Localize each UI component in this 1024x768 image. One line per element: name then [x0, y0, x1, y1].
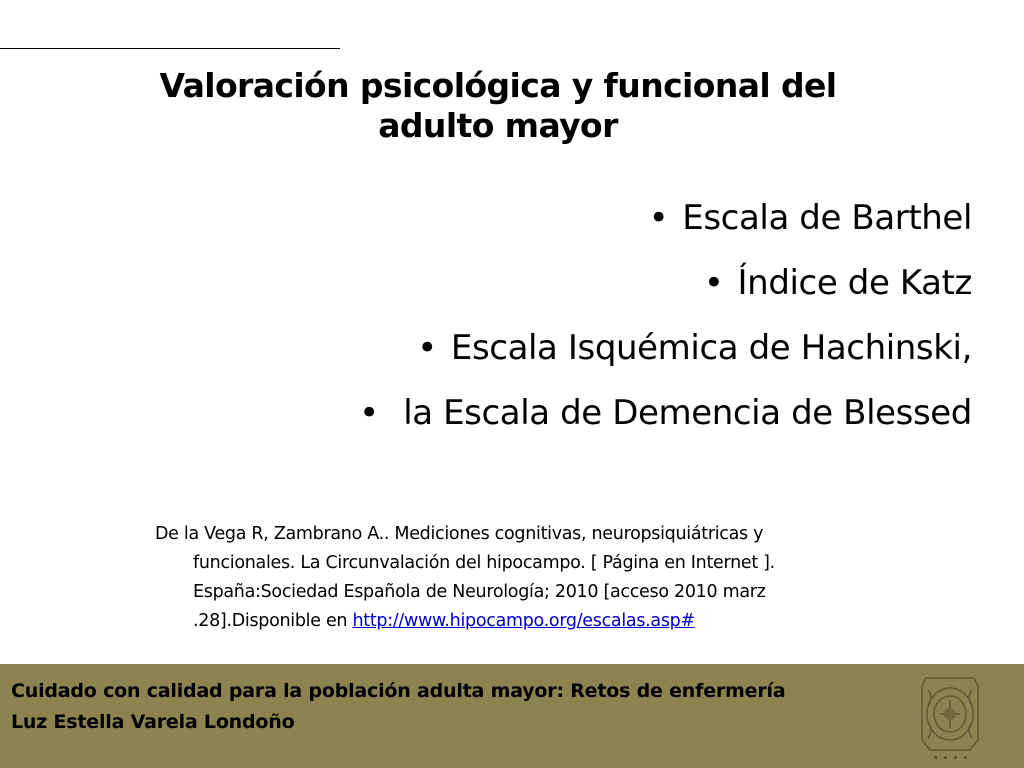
bullet-mark: •: [417, 328, 437, 368]
footer-text: [11, 676, 785, 738]
bullet-text: Escala de Barthel: [682, 198, 972, 238]
bullet-item: [359, 328, 972, 368]
title-line-1: Valoración psicológica y funcional del: [159, 66, 837, 105]
bullet-item: [359, 263, 972, 303]
footer-line-2: Luz Estella Varela Londoño: [11, 711, 295, 733]
bullet-text: Escala Isquémica de Hachinski,: [450, 328, 972, 368]
reference-citation: [155, 520, 915, 636]
bullet-text: Índice de Katz: [737, 263, 972, 303]
bullet-mark: •: [648, 198, 669, 238]
bullet-mark: •: [703, 263, 724, 303]
bullet-mark: •: [359, 393, 379, 433]
reference-line-4: [155, 607, 915, 636]
slide-title: [90, 66, 906, 146]
top-rule: [0, 48, 340, 49]
footer-bar: [0, 664, 1024, 768]
reference-line-1: De la Vega R, Zambrano A.. Mediciones cognitivas, neuropsiquiátricas y: [155, 524, 764, 544]
reference-line-3: España:Sociedad Española de Neurología; 2010 [acceso 2010 marz: [193, 582, 766, 602]
title-line-2: adulto mayor: [378, 106, 618, 145]
bullet-text: la Escala de Demencia de Blessed: [392, 393, 972, 433]
bullet-item: [359, 393, 972, 433]
bullet-item: [359, 198, 972, 238]
footer-line-1: Cuidado con calidad para la población adulta mayor: Retos de enfermería: [11, 680, 786, 702]
university-seal-icon: [914, 670, 986, 764]
bullet-list: [359, 198, 972, 458]
reference-prefix: .28].Disponible en: [193, 611, 353, 631]
reference-link[interactable]: http://www.hipocampo.org/escalas.asp#: [352, 611, 695, 631]
reference-line-2: funcionales. La Circunvalación del hipocampo. [ Página en Internet ].: [193, 553, 775, 573]
